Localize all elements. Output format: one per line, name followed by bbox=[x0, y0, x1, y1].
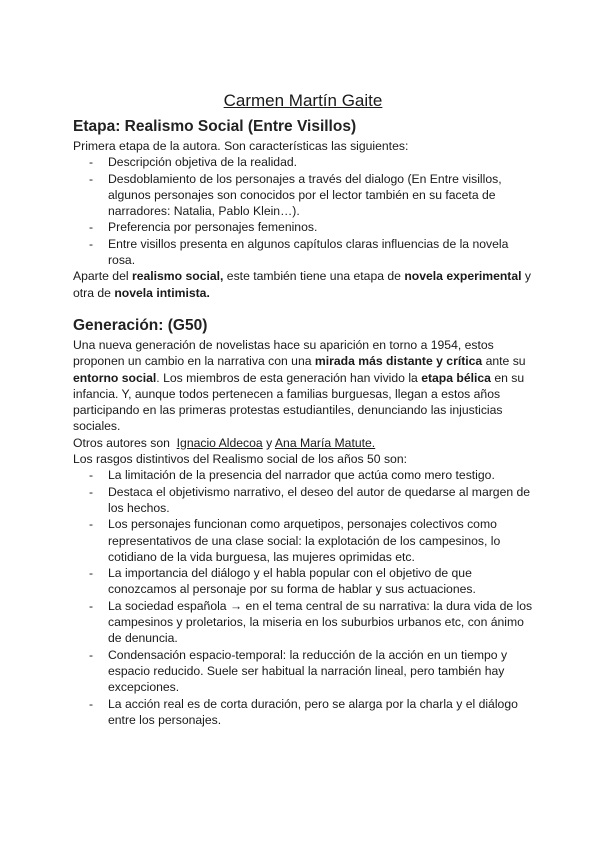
generacion-paragraph: Una nueva generación de novelistas hace su aparición en torno a 1954, estos proponen un cambio en la narrativa con una mirada más distante y crítica ante su entorno social. Los miembros de esta generación han vivido la etapa bélica en su infancia. Y, aunque todos pertenecen a familias burguesas, llegan a estos años participando en las primeras protestas estudiantiles, denunciando las injusticias sociales. bbox=[73, 337, 526, 434]
dash-bullet: - bbox=[89, 517, 94, 532]
page-title: Carmen Martín Gaite bbox=[223, 91, 383, 110]
list-item: - Los personajes funcionan como arquetipos, personajes colectivos como representativos de una clase social: la explotación de los campesinos, lo cotidiano de la vida burguesa, las mujeres oprimidas etc. bbox=[89, 517, 501, 564]
list-item: - Destaca el objetivismo narrativo, el deseo del autor de quedarse al margen de los hechos. bbox=[89, 484, 531, 515]
list-item: - Descripción objetiva de la realidad. bbox=[89, 155, 298, 170]
author-link-matute[interactable]: Ana María Matute. bbox=[274, 435, 376, 450]
rasgos-list bbox=[73, 467, 533, 728]
list-item: - La importancia del diálogo y el habla popular con el objetivo de que conozcamos al personaje por su forma de hablar y sus actuaciones. bbox=[89, 566, 476, 597]
dash-bullet: - bbox=[89, 566, 94, 581]
dash-bullet: - bbox=[89, 220, 94, 235]
dash-bullet: - bbox=[89, 484, 94, 499]
list-item: - Desdoblamiento de los personajes a través del dialogo (En Entre visillos, algunos personajes son conocidos por el lector también en su faceta de narradores: Natalia, Pablo Klein…). bbox=[89, 171, 502, 219]
generacion-heading: Generación: (G50) bbox=[73, 316, 208, 334]
etapa-list bbox=[73, 154, 533, 268]
dash-bullet: - bbox=[89, 647, 94, 662]
list-item: - La sociedad española → en el tema central de su narrativa: la dura vida de los campesinos y proletarios, la miseria en los suburbios urbanos etc, con ánimo de denuncia. bbox=[89, 598, 533, 646]
document-page bbox=[73, 90, 533, 728]
dash-bullet: - bbox=[89, 236, 94, 251]
rasgos-intro: Los rasgos distintivos del Realismo social de los años 50 son: bbox=[73, 452, 407, 467]
list-item: - Entre visillos presenta en algunos capítulos claras influencias de la novela rosa. bbox=[89, 236, 509, 268]
etapa-heading: Etapa: Realismo Social (Entre Visillos) bbox=[73, 118, 357, 135]
list-item: - La acción real es de corta duración, pero se alarga por la charla y el diálogo entre los personajes. bbox=[89, 696, 518, 727]
dash-bullet: - bbox=[89, 171, 94, 186]
dash-bullet: - bbox=[89, 696, 94, 711]
list-item: - La limitación de la presencia del narrador que actúa como mero testigo. bbox=[89, 468, 495, 483]
list-item: - Condensación espacio-temporal: la reducción de la acción en un tiempo y espacio reducido. Suele ser habitual la narración lineal, pero también hay excepciones. bbox=[89, 647, 508, 695]
list-item: - Preferencia por personajes femeninos. bbox=[89, 220, 318, 235]
dash-bullet: - bbox=[89, 155, 94, 170]
etapa-intro: Primera etapa de la autora. Son características las siguientes: bbox=[73, 139, 409, 153]
dash-bullet: - bbox=[89, 468, 94, 483]
otros-autores: Otros autores son Ignacio Aldecoa y Ana María Matute. bbox=[73, 435, 376, 450]
dash-bullet: - bbox=[89, 598, 94, 613]
author-link-aldecoa[interactable]: Ignacio Aldecoa bbox=[176, 435, 263, 450]
etapa-closing: Aparte del realismo social, este también tiene una etapa de novela experimental y otra de novela intimista. bbox=[73, 269, 532, 300]
